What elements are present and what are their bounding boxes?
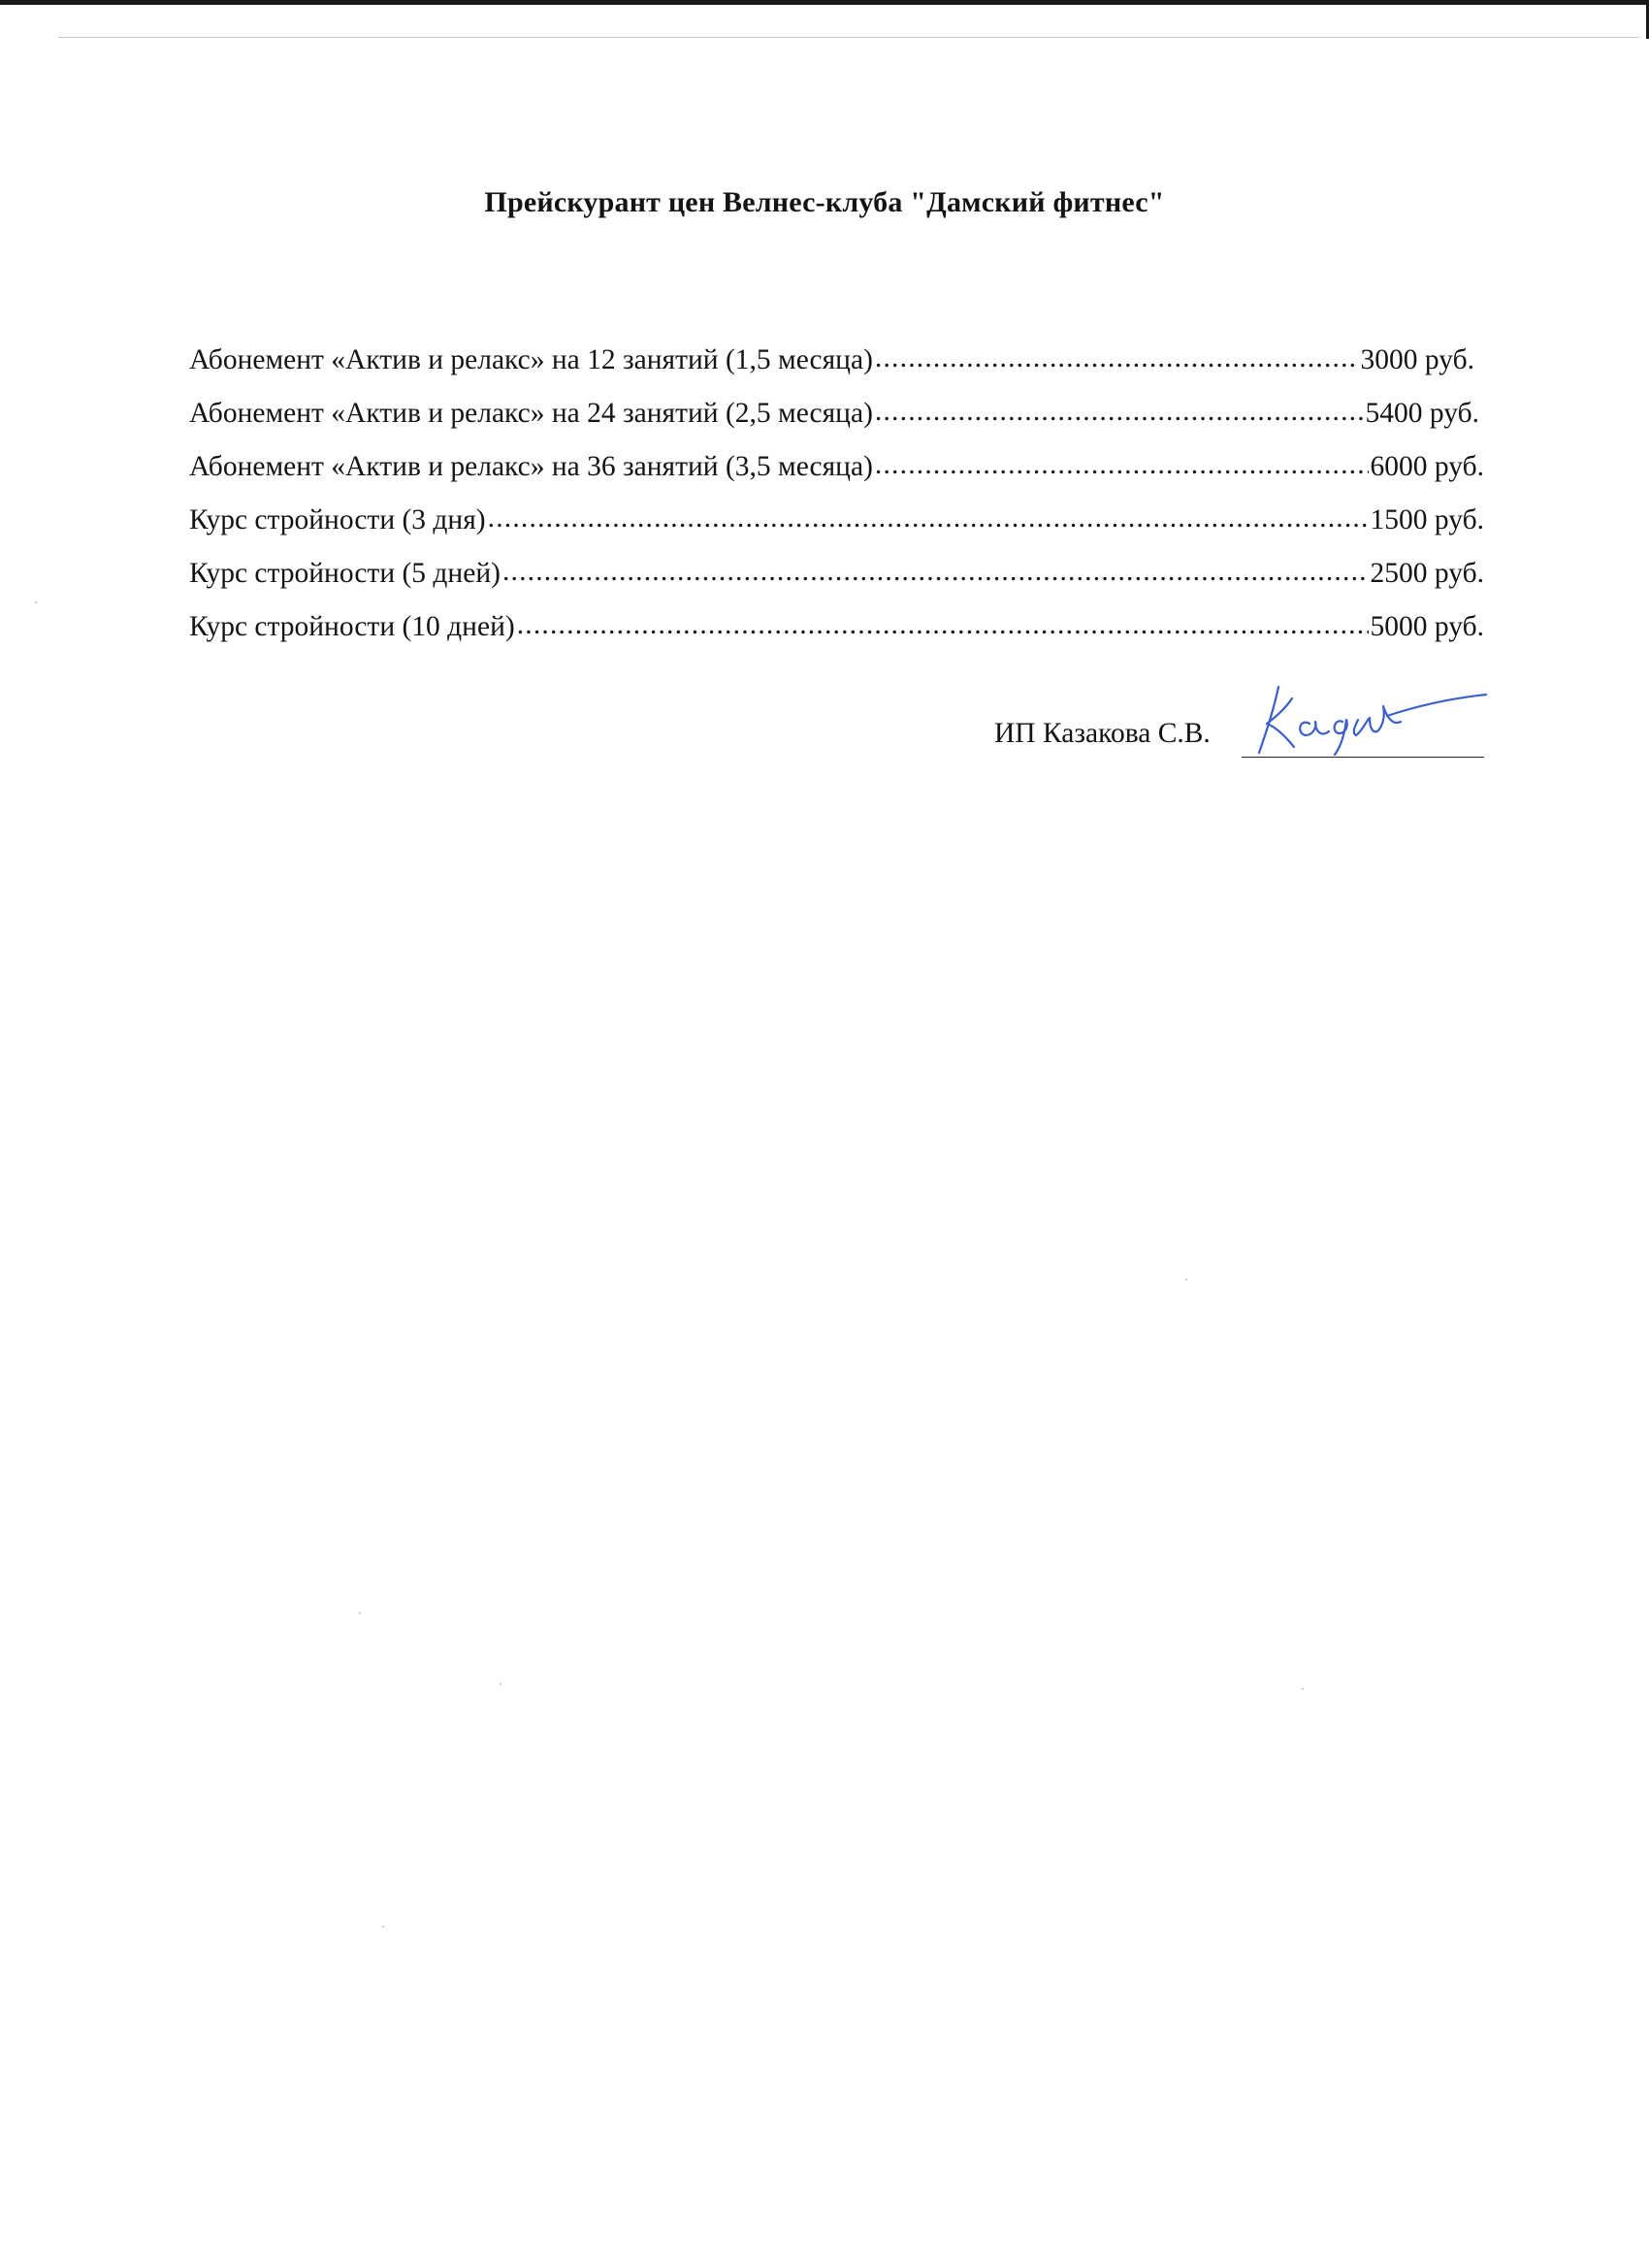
- scan-speck: [382, 1926, 384, 1928]
- price-item-name: Курс стройности (3 дня): [189, 504, 486, 535]
- document-title: Прейскурант цен Велнес-клуба "Дамский фитнес": [484, 186, 1165, 218]
- signatory-name: ИП Казакова С.В.: [994, 718, 1211, 749]
- price-item-name: Курс стройности (5 дней): [189, 558, 501, 589]
- price-item-price: 3000 руб.: [1360, 344, 1474, 375]
- dot-leader: [875, 393, 1364, 422]
- signature-stroke: [1300, 722, 1329, 735]
- scan-speck: [35, 601, 37, 603]
- dot-leader: [875, 340, 1359, 369]
- price-row: [189, 340, 1474, 378]
- signature-stroke: [1267, 698, 1294, 747]
- scan-speck: [1185, 1279, 1187, 1280]
- dot-leader: [517, 606, 1369, 635]
- price-item-price: 5000 руб.: [1370, 611, 1484, 642]
- price-item-name: Абонемент «Актив и релакс» на 36 занятий (3,5 месяца): [189, 451, 873, 482]
- scan-speck: [359, 1612, 361, 1614]
- price-item-price: 2500 руб.: [1370, 558, 1484, 589]
- price-item-name: Абонемент «Актив и релакс» на 12 занятий (1,5 месяца): [189, 344, 873, 375]
- signature-stroke: [1335, 720, 1347, 755]
- signature-stroke: [1387, 695, 1486, 716]
- dot-leader: [875, 446, 1369, 475]
- dot-leader: [488, 500, 1369, 529]
- price-item-price: 6000 руб.: [1370, 451, 1484, 482]
- price-row: [189, 606, 1484, 645]
- signature-strokes: [1259, 687, 1486, 755]
- scan-speck: [500, 1683, 501, 1685]
- price-row: [189, 393, 1479, 432]
- price-row: [189, 553, 1484, 592]
- price-row: [189, 500, 1484, 538]
- price-item-name: Курс стройности (10 дней): [189, 611, 515, 642]
- price-item-name: Абонемент «Актив и релакс» на 24 занятий (2,5 месяца): [189, 398, 873, 429]
- price-item-price: 1500 руб.: [1370, 504, 1484, 535]
- price-row: [189, 446, 1484, 485]
- signature-stroke: [1259, 687, 1278, 753]
- signature-stroke: [1354, 706, 1401, 735]
- dot-leader: [502, 553, 1369, 582]
- handwritten-signature: [1242, 677, 1494, 764]
- scan-artifact-line: [58, 37, 1639, 38]
- scan-speck: [1302, 1688, 1304, 1690]
- scan-border-top: [0, 0, 1649, 5]
- price-item-price: 5400 руб.: [1365, 398, 1479, 429]
